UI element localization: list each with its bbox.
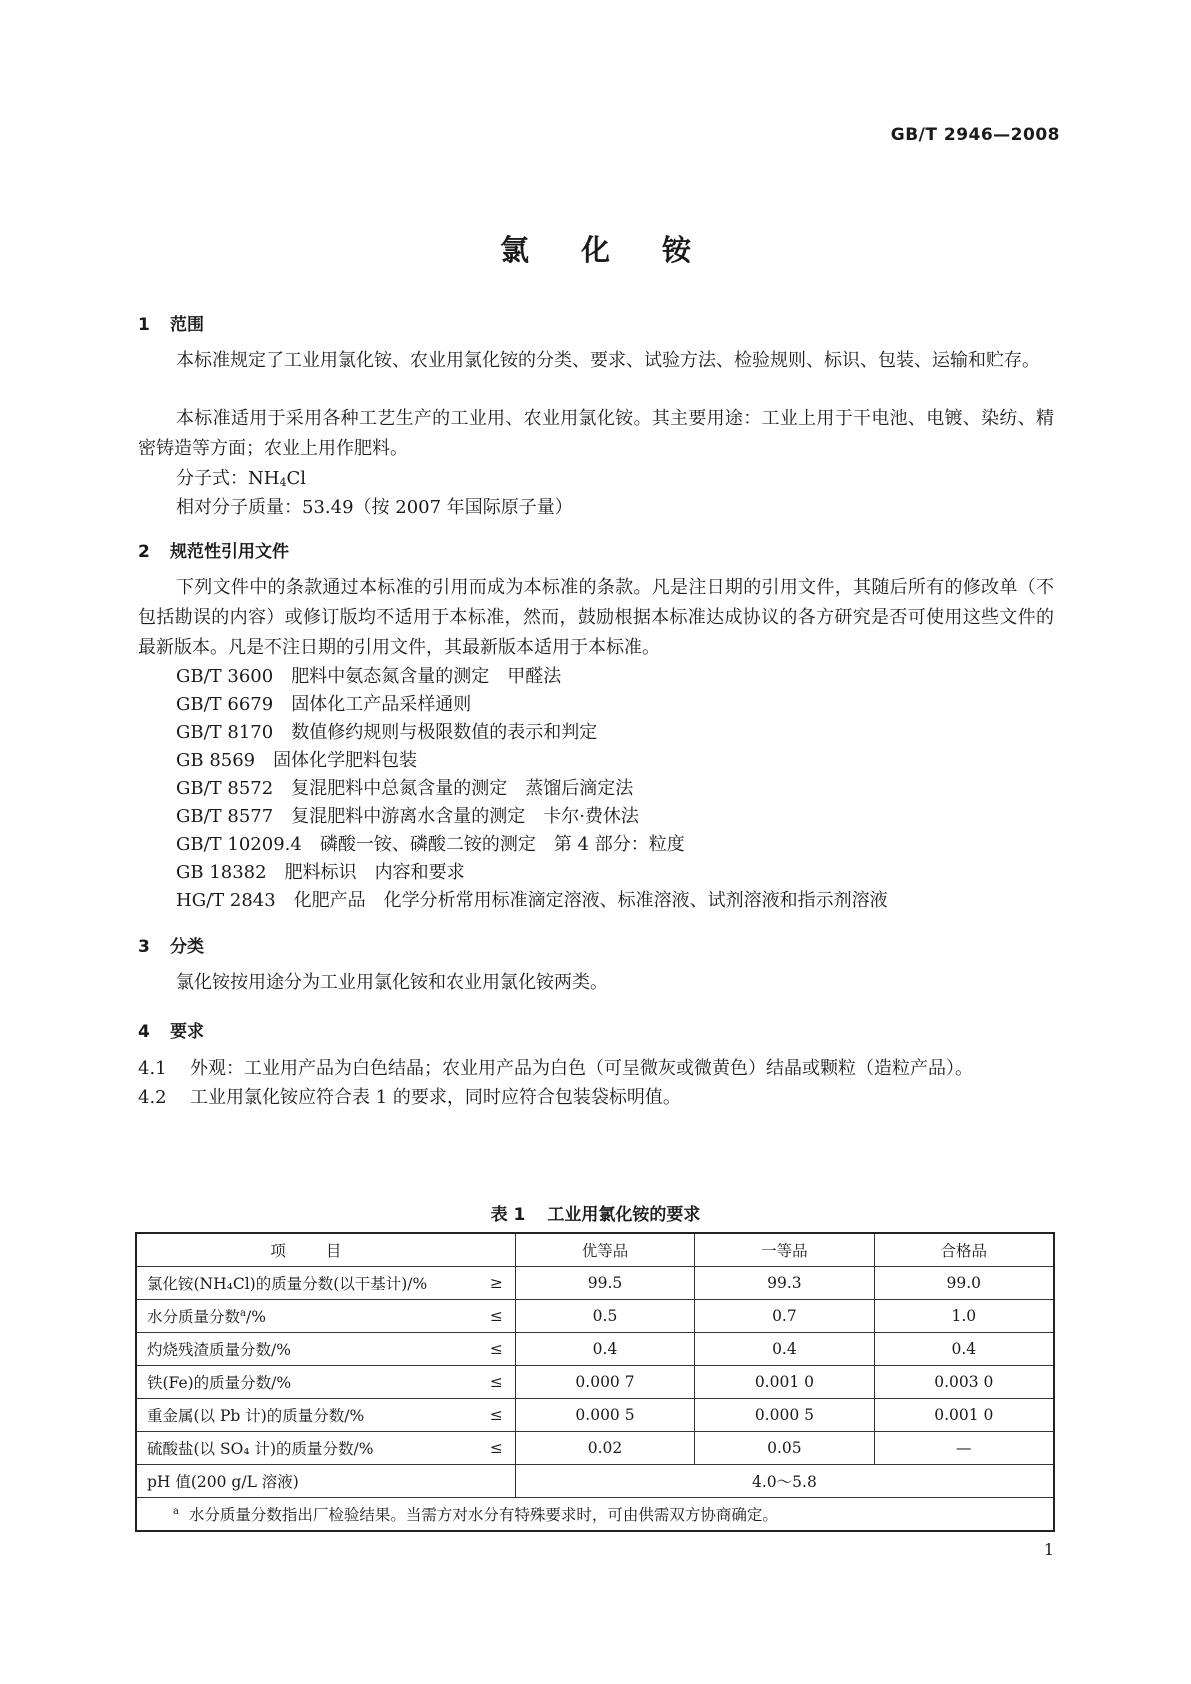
value-cell: 99.3 — [695, 1267, 874, 1300]
clause-number: 4.2 — [138, 1087, 167, 1108]
item-label: 硫酸盐(以 SO₄ 计)的质量分数/% — [147, 1440, 374, 1458]
reference-item: HG/T 2843 化肥产品 化学分析常用标准滴定溶液、标准溶液、试剂溶液和指示剂溶液 — [176, 890, 888, 911]
value-cell: — — [874, 1432, 1054, 1465]
value-cell: 0.4 — [695, 1333, 874, 1366]
section-number: 1 — [138, 315, 150, 335]
table-footnote — [136, 1498, 1054, 1532]
value-cell: 0.000 5 — [695, 1399, 874, 1432]
value-cell: 0.003 0 — [874, 1366, 1054, 1399]
table-caption — [0, 1200, 1191, 1225]
footnote-marker: a — [240, 1307, 246, 1319]
reference-item: GB/T 3600 肥料中氨态氮含量的测定 甲醛法 — [176, 666, 562, 687]
value-cell: 0.001 0 — [874, 1399, 1054, 1432]
scope-paragraph-1: 本标准规定了工业用氯化铵、农业用氯化铵的分类、要求、试验方法、检验规则、标识、包装、运输和贮存。 — [176, 350, 1040, 371]
item-cell — [136, 1432, 515, 1465]
reference-item: GB/T 6679 固体化工产品采样通则 — [176, 694, 472, 715]
table-header-row — [136, 1233, 1054, 1267]
reference-item: GB/T 8170 数值修约规则与极限数值的表示和判定 — [176, 722, 598, 743]
table-row — [136, 1267, 1054, 1300]
column-header-qualified: 合格品 — [874, 1233, 1054, 1267]
value-cell: 99.5 — [515, 1267, 694, 1300]
value-cell: 0.7 — [695, 1300, 874, 1333]
item-label: 灼烧残渣质量分数/% — [147, 1341, 291, 1359]
section-number: 4 — [138, 1022, 150, 1042]
scope-paragraph-2: 本标准适用于采用各种工艺生产的工业用、农业用氯化铵。其主要用途：工业上用于干电池、电镀、染纺、精密铸造等方面；农业上用作肥料。 — [138, 408, 1054, 459]
column-header-first-class: 一等品 — [695, 1233, 874, 1267]
value-cell: 0.05 — [695, 1432, 874, 1465]
column-header-premium: 优等品 — [515, 1233, 694, 1267]
section-title: 分类 — [170, 937, 204, 957]
merged-value-cell: 4.0～5.8 — [515, 1465, 1054, 1498]
classification-paragraph: 氯化铵按用途分为工业用氯化铵和农业用氯化铵两类。 — [176, 972, 608, 993]
item-label-unit: /% — [245, 1308, 266, 1326]
section-number: 3 — [138, 937, 150, 957]
table-row — [136, 1465, 1054, 1498]
section-title: 要求 — [170, 1022, 204, 1042]
inequality-sign: ≤ — [489, 1340, 503, 1358]
footnote-marker: a — [173, 1505, 179, 1517]
section-4-heading — [138, 1017, 204, 1042]
item-cell — [136, 1333, 515, 1366]
formula-label: 分子式：NH — [176, 468, 280, 489]
item-label: 水分质量分数 — [147, 1308, 241, 1326]
section-number: 2 — [138, 542, 150, 562]
molecular-formula — [176, 464, 306, 490]
table-row — [136, 1333, 1054, 1366]
clause-4-2 — [138, 1083, 681, 1109]
formula-subscript: 4 — [279, 476, 287, 489]
clause-4-1 — [138, 1054, 973, 1080]
reference-item: GB/T 8572 复混肥料中总氮含量的测定 蒸馏后滴定法 — [176, 778, 634, 799]
clause-number: 4.1 — [138, 1058, 167, 1079]
reference-item: GB 18382 肥料标识 内容和要求 — [176, 862, 465, 883]
table-row — [136, 1399, 1054, 1432]
references-paragraph: 下列文件中的条款通过本标准的引用而成为本标准的条款。凡是注日期的引用文件，其随后所有的修改单（不包括勘误的内容）或修订版均不适用于本标准，然而，鼓励根据本标准达成协议的各方研究是否可使用这些文件的最新版本。凡是不注日期的引用文件，其最新版本适用于本标准。 — [138, 577, 1054, 658]
value-cell: 0.4 — [515, 1333, 694, 1366]
document-title: 氯化铵 — [499, 233, 743, 267]
page-number: 1 — [1043, 1540, 1054, 1559]
section-title: 规范性引用文件 — [170, 542, 289, 562]
inequality-sign: ≤ — [489, 1406, 503, 1424]
inequality-sign: ≤ — [489, 1307, 503, 1325]
inequality-sign: ≥ — [489, 1274, 503, 1292]
section-2-heading — [138, 537, 289, 562]
requirements-table — [135, 1232, 1055, 1532]
value-cell: 1.0 — [874, 1300, 1054, 1333]
item-label: 氯化铵(NH₄Cl)的质量分数(以干基计)/% — [147, 1275, 428, 1293]
section-3-heading — [138, 932, 204, 957]
inequality-sign: ≤ — [489, 1439, 503, 1457]
item-label: 铁(Fe)的质量分数/% — [147, 1374, 292, 1392]
item-label: 重金属(以 Pb 计)的质量分数/% — [147, 1407, 365, 1425]
item-label: pH 值(200 g/L 溶液) — [147, 1473, 299, 1491]
value-cell: 0.000 5 — [515, 1399, 694, 1432]
reference-item: GB/T 8577 复混肥料中游离水含量的测定 卡尔·费休法 — [176, 806, 639, 827]
reference-item: GB/T 10209.4 磷酸一铵、磷酸二铵的测定 第 4 部分：粒度 — [176, 834, 685, 855]
item-cell — [136, 1267, 515, 1300]
value-cell: 0.4 — [874, 1333, 1054, 1366]
table-title: 工业用氯化铵的要求 — [547, 1205, 701, 1225]
footnote-text: 水分质量分数指出厂检验结果。当需方对水分有特殊要求时，可由供需双方协商确定。 — [188, 1506, 778, 1524]
reference-item: GB 8569 固体化学肥料包装 — [176, 750, 418, 771]
item-cell — [136, 1399, 515, 1432]
value-cell: 99.0 — [874, 1267, 1054, 1300]
item-cell — [136, 1366, 515, 1399]
section-title: 范围 — [170, 315, 204, 335]
table-row — [136, 1366, 1054, 1399]
molecular-mass: 相对分子质量：53.49（按 2007 年国际原子量） — [176, 497, 573, 518]
item-cell — [136, 1465, 515, 1498]
table-row — [136, 1300, 1054, 1333]
value-cell: 0.5 — [515, 1300, 694, 1333]
column-header-item: 项目 — [136, 1233, 515, 1267]
formula-rest: Cl — [286, 468, 306, 489]
value-cell: 0.02 — [515, 1432, 694, 1465]
value-cell: 0.000 7 — [515, 1366, 694, 1399]
table-footnote-row — [136, 1498, 1054, 1532]
clause-text: 外观：工业用产品为白色结晶；农业用产品为白色（可呈微灰或微黄色）结晶或颗粒（造粒产品）。 — [190, 1058, 973, 1079]
value-cell: 0.001 0 — [695, 1366, 874, 1399]
clause-text: 工业用氯化铵应符合表 1 的要求，同时应符合包装袋标明值。 — [190, 1087, 681, 1108]
section-1-heading — [138, 310, 204, 335]
table-number: 表 1 — [490, 1205, 526, 1225]
inequality-sign: ≤ — [489, 1373, 503, 1391]
table-row — [136, 1432, 1054, 1465]
item-cell — [136, 1300, 515, 1333]
standard-number: GB/T 2946—2008 — [890, 125, 1060, 145]
